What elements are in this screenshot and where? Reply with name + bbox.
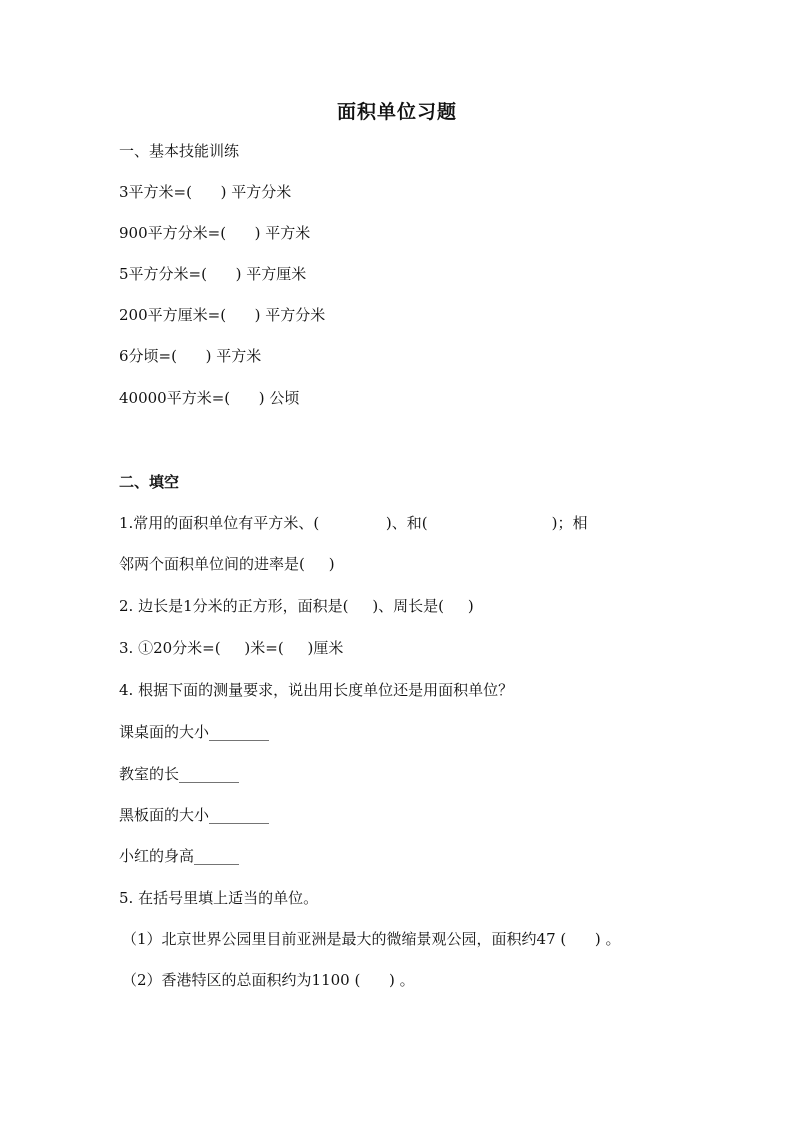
conversion-item-5: 6分顷=( ) 平方米 bbox=[119, 347, 262, 365]
question-4-item-4: 小红的身高______ bbox=[119, 847, 240, 865]
conversion-item-6: 40000平方米=( ) 公顷 bbox=[119, 389, 300, 407]
question-1-line-1: 1.常用的面积单位有平方米、( )、和( )；相 bbox=[119, 514, 588, 532]
conversion-item-3: 5平方分米=( ) 平方厘米 bbox=[119, 265, 307, 283]
question-5-item-2: （2）香港特区的总面积约为1100 ( ) 。 bbox=[122, 971, 415, 989]
question-5: 5. 在括号里填上适当的单位。 bbox=[119, 889, 319, 907]
section-1-heading: 一、基本技能训练 bbox=[119, 142, 240, 160]
question-4-item-3: 黑板面的大小________ bbox=[119, 806, 270, 824]
conversion-item-4: 200平方厘米=( ) 平方分米 bbox=[119, 306, 326, 324]
question-3: 3. ①20分米=( )米=( )厘米 bbox=[119, 639, 344, 657]
conversion-item-1: 3平方米=( ) 平方分米 bbox=[119, 183, 292, 201]
page-title: 面积单位习题 bbox=[336, 101, 457, 123]
question-4-item-1: 课桌面的大小________ bbox=[119, 723, 270, 741]
section-2-heading: 二、填空 bbox=[119, 473, 180, 491]
question-2: 2. 边长是1分米的正方形，面积是( )、周长是( ) bbox=[119, 597, 474, 615]
question-5-item-1: （1）北京世界公园里目前亚洲是最大的微缩景观公园，面积约47 ( ) 。 bbox=[122, 930, 621, 948]
question-1-line-2: 邻两个面积单位间的进率是( ) bbox=[119, 555, 335, 573]
conversion-item-2: 900平方分米=( ) 平方米 bbox=[119, 224, 311, 242]
question-4-item-2: 教室的长________ bbox=[119, 765, 240, 783]
question-4: 4. 根据下面的测量要求，说出用长度单位还是用面积单位？ bbox=[119, 681, 514, 699]
